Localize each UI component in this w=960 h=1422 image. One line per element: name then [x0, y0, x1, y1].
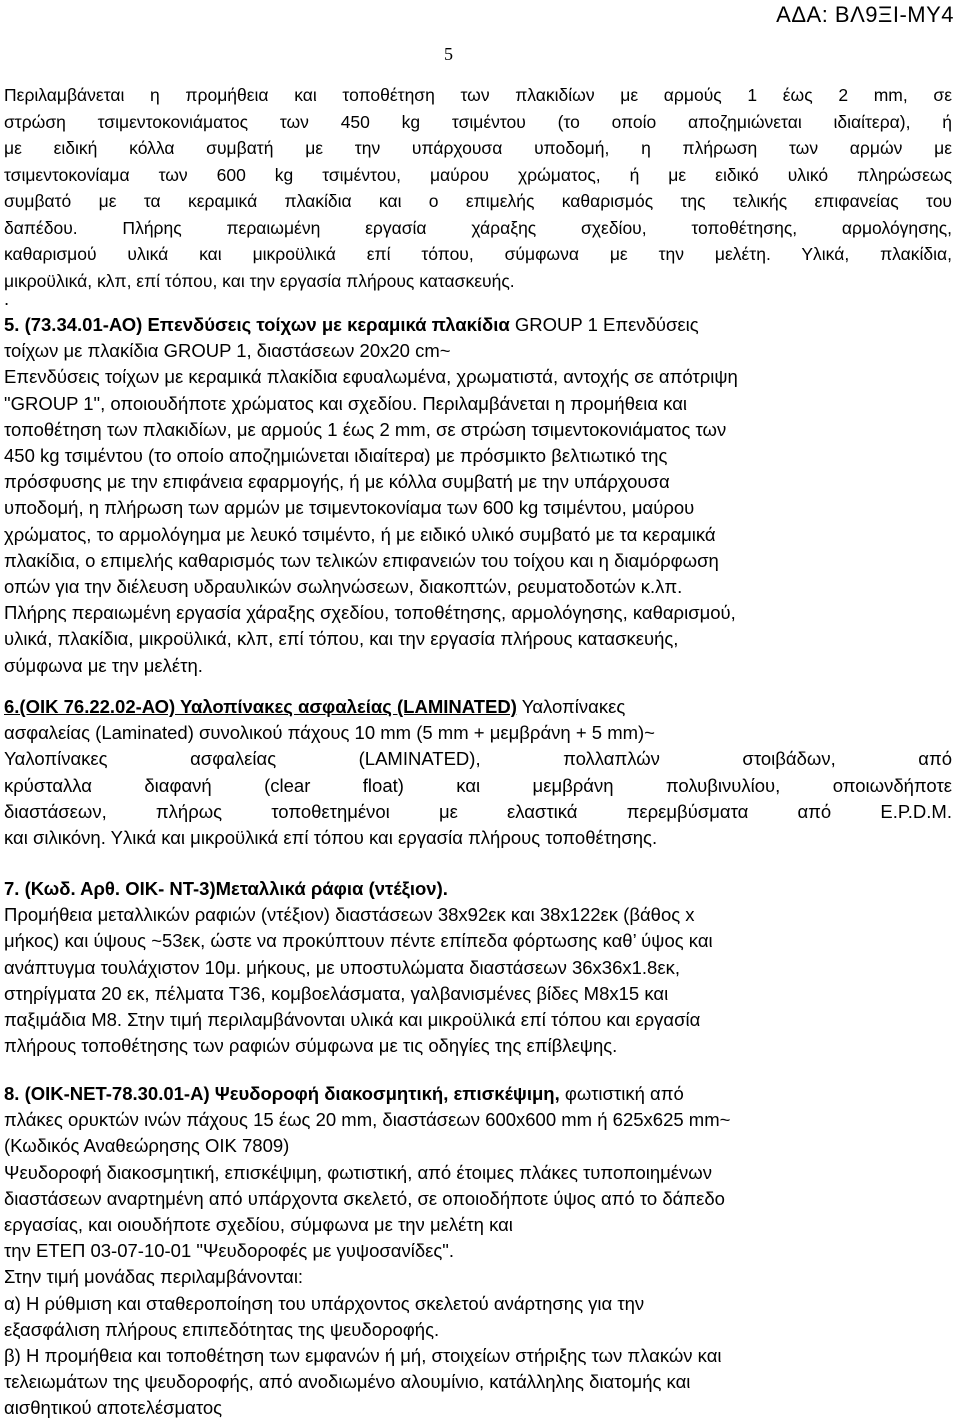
item-8-heading: 8. (ΟΙΚ-ΝΕΤ-78.30.01-Α) Ψευδοροφή διακοσμητική, επισκέψιμη, [4, 1083, 560, 1104]
item-6 [4, 694, 952, 851]
text-line: Στην τιμή μονάδας περιλαμβάνονται: [4, 1266, 304, 1288]
text-line: διαστάσεων, πλήρως τοποθετημένοι με ελαστικά περεμβύσματα από E.P.D.M. [4, 800, 952, 822]
text-line: β) Η προμήθεια και τοποθέτηση των εμφανών ή μή, στοιχείων στήριξης των πλακών και [4, 1345, 722, 1367]
text-line: συμβατό με τα κεραμικά πλακίδια και ο επιμελής καθαρισμός της τελικής επιφανείας του [4, 191, 952, 211]
text-line: αισθητικού αποτελέσματος [4, 1397, 223, 1419]
separator-dot: . [4, 288, 10, 309]
text-line: τοποθέτηση των πλακιδίων, με αρμούς 1 έως 2 mm, σε στρώση τσιμεντοκονιάματος των [4, 418, 727, 440]
page-number: 5 [444, 44, 453, 64]
text-line: σύμφωνα με την μελέτη. [4, 654, 203, 676]
text-line: μικροϋλικά, κλπ, επί τόπου, και την εργασία πλήρους κατασκευής. [4, 270, 515, 291]
text-line: Ψευδοροφή διακοσμητική, επισκέψιμη, φωτιστική, από έτοιμες πλάκες τυποποιημένων [4, 1161, 712, 1183]
text-line: πλήρους τοποθέτησης των ραφιών σύμφωνα με τις οδηγίες της επίβλεψης. [4, 1035, 618, 1057]
text-line: διαστάσεων αναρτημένη από υπάρχοντα σκελετό, σε οποιοδήποτε ύψος από το δάπεδο [4, 1187, 725, 1209]
text-line: υποδομή, η πλήρωση των αρμών με τσιμεντοκονίαμα των 600 kg τσιμέντου, μαύρου [4, 497, 695, 519]
text-line: (Κωδικός Αναθεώρησης ΟΙΚ 7809) [4, 1135, 290, 1157]
text-line: Προμήθεια μεταλλικών ραφιών (ντέξιον) διαστάσεων 38x92εκ και 38x122εκ (βάθος x [4, 904, 695, 926]
text-line: Επενδύσεις τοίχων με κεραμικά πλακίδια εφυαλωμένα, χρωματιστά, αντοχής σε απότριψη [4, 366, 738, 388]
text-line: Περιλαμβάνεται η προμήθεια και τοποθέτηση των πλακιδίων με αρμούς 1 έως 2 mm, σε [4, 85, 952, 105]
text-line: "GROUP 1", οποιουδήποτε χρώματος και σχεδίου. Περιλαμβάνεται η προμήθεια και [4, 392, 688, 414]
item-7 [4, 876, 952, 1059]
text-line: καθαρισμού υλικά και μικροϋλικά επί τόπου, σύμφωνα με την μελέτη. Υλικά, πλακίδια, [4, 244, 952, 264]
text-line: τοίχων με πλακίδια GROUP 1, διαστάσεων 20x20 cm~ [4, 340, 451, 362]
item-8 [4, 1081, 952, 1422]
text-line: χρώματος, το αρμολόγημα με λευκό τσιμέντο, ή με ειδικό υλικό συμβατό με τα κεραμικά [4, 523, 716, 545]
text-line: α) Η ρύθμιση και σταθεροποίηση του υπάρχοντος σκελετού ανάρτησης για την [4, 1292, 645, 1314]
text-line: πρόσφυσης με την επιφάνεια εφαρμογής, ή με κόλλα συμβατή με την υπάρχουσα [4, 471, 670, 493]
text-line: πλακίδια, ο επιμελής καθαρισμός των τελικών επιφανειών του τοίχου και η διαμόρφωση [4, 549, 719, 571]
item-8-first-line [4, 1081, 952, 1107]
text-line: Υαλοπίνακες ασφαλείας (LAMINATED), πολλαπλών στοιβάδων, από [4, 748, 952, 770]
text-line: τσιμεντοκονίαμα των 600 kg τσιμέντου, μαύρου χρώματος, ή με ειδικό υλικό πληρώσεως [4, 164, 952, 185]
ada-code: ΑΔΑ: ΒΛ9ΞΙ-ΜΥ4 [776, 2, 954, 27]
text-line: 450 kg τσιμέντου (το οποίο αποζημιώνεται ιδιαίτερα) με πρόσμικτο βελτιωτικό της [4, 445, 668, 467]
text-fragment: Υαλοπίνακες [516, 696, 626, 717]
item-5-first-line [4, 312, 952, 338]
text-fragment: GROUP 1 Επενδύσεις [509, 314, 699, 335]
item-5 [4, 312, 952, 679]
item-6-first-line [4, 694, 952, 720]
text-line: με ειδική κόλλα συμβατή με την υπάρχουσα υποδομή, η πλήρωση των αρμών με [4, 138, 952, 158]
text-line: τελειωμάτων της ψευδοροφής, από ανοδιωμένο αλουμίνιο, κατάλληλης διατομής και [4, 1371, 691, 1393]
text-line: υλικά, πλακίδια, μικροϋλικά, κλπ, επί τόπου, και την εργασία πλήρους κατασκευής, [4, 628, 679, 650]
text-line: κρύσταλλα διαφανή (clear float) και μεμβράνη πολυβινυλίου, οποιωνδήποτε [4, 774, 952, 796]
text-line: την ΕΤΕΠ 03-07-10-01 "Ψευδοροφές με γυψοσανίδες". [4, 1240, 455, 1262]
text-line: μήκος) και ύψους ~53εκ, ώστε να προκύπτουν πέντε επίπεδα φόρτωσης καθ’ ύψος και [4, 930, 713, 952]
text-line: δαπέδου. Πλήρης περαιωμένη εργασία χάραξης σχεδίου, τοποθέτησης, αρμολόγησης, [4, 217, 952, 238]
item-6-heading: 6.(ΟΙΚ 76.22.02-ΑΟ) Υαλοπίνακες ασφαλείας (LAMINATED) [4, 696, 517, 717]
text-line: οπών για την διέλευση υδραυλικών σωληνώσεων, διακοπτών, ρευματοδοτών κ.λπ. [4, 576, 683, 598]
text-fragment: φωτιστική από [559, 1083, 684, 1104]
intro-paragraph [4, 82, 952, 294]
text-line: και σιλικόνη. Υλικά και μικροϋλικά επί τόπου και εργασία πλήρους τοποθέτησης. [4, 827, 658, 849]
item-7-first-line [4, 876, 952, 902]
text-line: παξιμάδια Μ8. Στην τιμή περιλαμβάνονται υλικά και μικροϋλικά επί τόπου και εργασία [4, 1009, 701, 1031]
text-line: εργασίας, και οιουδήποτε σχεδίου, σύμφωνα με την μελέτη και [4, 1214, 513, 1236]
text-line: εξασφάλιση πλήρους επιπεδότητας της ψευδοροφής. [4, 1318, 440, 1340]
text-line: ασφαλείας (Laminated) συνολικού πάχους 10 mm (5 mm + μεμβράνη + 5 mm)~ [4, 722, 655, 744]
text-line: ανάπτυγμα τουλάχιστον 10μ. μήκους, με υποστυλώματα διαστάσεων 36x36x1.8εκ, [4, 956, 680, 978]
item-5-heading: 5. (73.34.01-ΑΟ) Επενδύσεις τοίχων με κεραμικά πλακίδια [4, 314, 510, 335]
text-line: στρώση τσιμεντοκονιάματος των 450 kg τσιμέντου (το οποίο αποζημιώνεται ιδιαίτερα), ή [4, 111, 952, 132]
text-line: στηρίγματα 20 εκ, πέλματα Τ36, κομβοελάσματα, γαλβανισμένες βίδες Μ8x15 και [4, 982, 669, 1004]
item-7-heading: 7. (Κωδ. Αρθ. ΟΙΚ- ΝΤ-3)Μεταλλικά ράφια (ντέξιον). [4, 878, 448, 899]
text-line: πλάκες ορυκτών ινών πάχους 15 έως 20 mm, διαστάσεων 600x600 mm ή 625x625 mm~ [4, 1109, 731, 1131]
text-line: Πλήρης περαιωμένη εργασία χάραξης σχεδίου, τοποθέτησης, αρμολόγησης, καθαρισμού, [4, 602, 736, 624]
